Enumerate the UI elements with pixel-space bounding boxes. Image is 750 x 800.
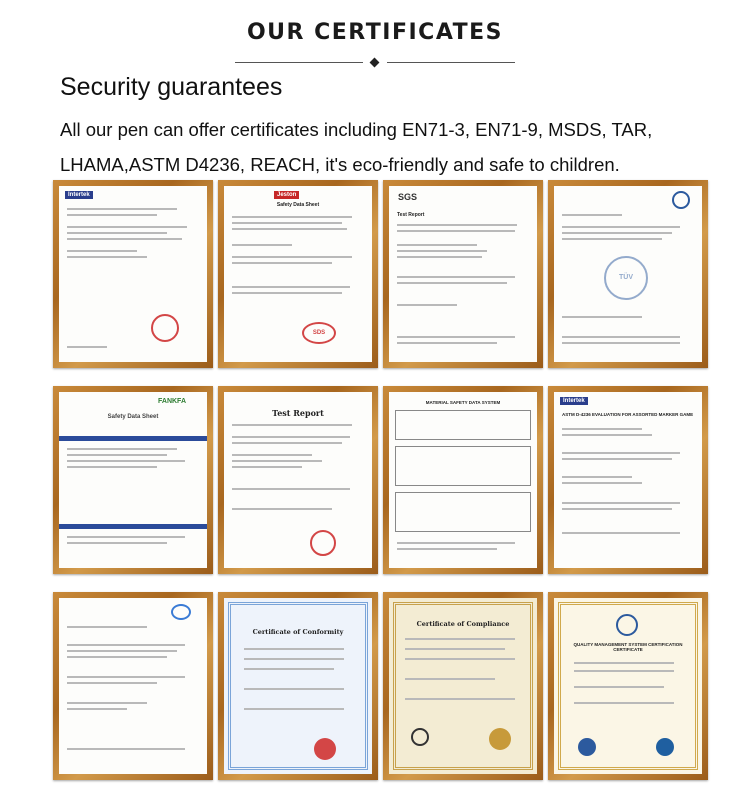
composition-box <box>395 446 531 486</box>
certificate-document <box>554 598 702 774</box>
doc-heading: Test Report <box>397 212 425 218</box>
certificate-frame-4[interactable] <box>548 180 708 368</box>
certificate-frame-6[interactable] <box>218 386 378 574</box>
certificate-document <box>224 598 372 774</box>
doc-heading: ASTM D-4236 EVALUATION FOR ASSORTED MARKER GAME <box>562 412 694 417</box>
certificate-document <box>554 186 702 362</box>
certificate-frame-11[interactable] <box>383 592 543 780</box>
title-divider <box>235 56 515 70</box>
doc-heading: Certificate of Compliance <box>416 620 510 628</box>
subtitle: Security guarantees <box>60 73 283 101</box>
intertek-logo: Intertek <box>65 191 93 199</box>
description <box>60 112 730 182</box>
certificate-document <box>59 392 207 568</box>
stamp-icon <box>310 530 336 556</box>
description-line-2: LHAMA,ASTM D4236, REACH, it's eco-friendly and safe to children. <box>60 154 620 175</box>
certificate-frame-10[interactable] <box>218 592 378 780</box>
jeston-logo: Jeston <box>274 191 299 199</box>
certificate-frame-9[interactable] <box>53 592 213 780</box>
section-band <box>59 524 207 529</box>
doc-heading: QUALITY MANAGEMENT SYSTEM CERTIFICATION CERTIFICATE <box>573 642 683 652</box>
certificate-document <box>59 598 207 774</box>
gold-seal-icon <box>489 728 511 750</box>
certificate-document <box>554 392 702 568</box>
divider-line-left <box>235 62 363 63</box>
certificate-frame-7[interactable] <box>383 386 543 574</box>
certificate-document <box>59 186 207 362</box>
tuv-logo-icon <box>672 191 690 209</box>
section-title: OUR CERTIFICATES <box>246 20 504 45</box>
certificate-document <box>389 186 537 362</box>
certificate-frame-2[interactable] <box>218 180 378 368</box>
certificate-frame-3[interactable] <box>383 180 543 368</box>
sds-stamp-icon: SDS <box>302 322 336 344</box>
intertek-logo: Intertek <box>560 397 588 405</box>
certificate-document <box>224 186 372 362</box>
accreditation-icon <box>578 738 596 756</box>
doc-heading: Safety Data Sheet <box>276 202 320 208</box>
doc-heading: MATERIAL SAFETY DATA SYSTEM <box>425 400 501 405</box>
certificate-document <box>389 392 537 568</box>
doc-heading: Safety Data Sheet <box>107 414 159 420</box>
hazards-box <box>395 492 531 532</box>
certificate-document <box>389 598 537 774</box>
ce-mark-icon <box>411 728 429 746</box>
certificate-frame-5[interactable] <box>53 386 213 574</box>
certificate-document <box>224 392 372 568</box>
divider-line-right <box>387 62 515 63</box>
doc-heading: Certificate of Conformity <box>252 628 344 636</box>
info-box <box>395 410 531 440</box>
section-header <box>0 20 750 45</box>
certificate-frame-8[interactable] <box>548 386 708 574</box>
cert-logo-icon <box>171 604 191 620</box>
header-band <box>59 436 207 441</box>
diamond-icon <box>370 58 380 68</box>
doc-heading: Test Report <box>272 408 324 418</box>
stamp-icon <box>151 314 179 342</box>
fankfa-logo: FANKFA <box>158 398 186 405</box>
iso-logo-icon <box>616 614 638 636</box>
seal-icon <box>314 738 336 760</box>
certificate-frame-12[interactable] <box>548 592 708 780</box>
sgs-logo: SGS <box>398 192 418 202</box>
description-line-1: All our pen can offer certificates including EN71-3, EN71-9, MSDS, TAR, <box>60 119 653 140</box>
certificate-frame-1[interactable] <box>53 180 213 368</box>
iaf-logo-icon <box>656 738 674 756</box>
tuv-watermark-icon: TÜV <box>604 256 648 300</box>
